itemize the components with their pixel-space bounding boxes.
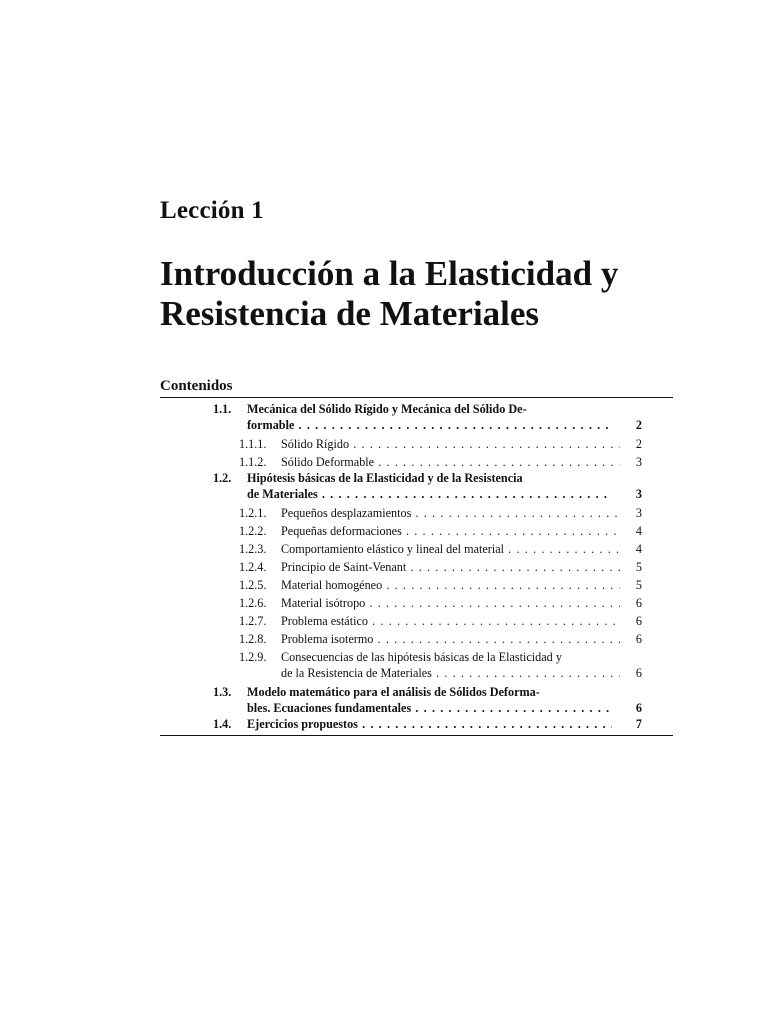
toc-entry-page-number: 6 xyxy=(635,632,642,646)
toc-entry-title-line-1: Mecánica del Sólido Rígido y Mecánica del Sólido De- xyxy=(247,402,527,416)
toc-entry-number: 1.2.7. xyxy=(239,614,267,628)
toc-entry-page-number: 5 xyxy=(635,578,642,592)
toc-entry-page-number: 3 xyxy=(635,455,642,469)
toc-entry-title-line-1: Hipótesis básicas de la Elasticidad y de la Resistencia xyxy=(247,471,523,485)
dot-leader xyxy=(294,418,612,432)
toc-entry-title-line-2-wrap xyxy=(247,417,612,433)
dot-leader xyxy=(432,666,620,680)
toc-entry-title-wrap xyxy=(281,559,620,575)
toc-entry-page-number: 6 xyxy=(635,666,642,680)
toc-entry-title-line-2: de la Resistencia de Materiales xyxy=(281,666,432,680)
toc-entry-number: 1.2.8. xyxy=(239,632,267,646)
toc-entry-number: 1.2.5. xyxy=(239,578,267,592)
toc-entry-title-line-1: Modelo matemático para el análisis de Sólidos Deforma- xyxy=(247,685,540,699)
chapter-title xyxy=(160,254,680,334)
dot-leader xyxy=(368,614,620,628)
toc-entry-title-wrap xyxy=(281,577,620,593)
dot-leader xyxy=(318,487,612,501)
toc-entry-page-number: 6 xyxy=(635,701,642,715)
chapter-title-line-2: Resistencia de Materiales xyxy=(160,294,540,333)
toc-entry-title: Pequeños desplazamientos xyxy=(281,506,412,520)
toc-entry-page-number: 2 xyxy=(635,418,642,432)
toc-entry-title-wrap xyxy=(281,613,620,629)
toc-entry-number: 1.2.1. xyxy=(239,506,267,520)
toc-entry-page-number: 6 xyxy=(635,596,642,610)
toc-entry-number: 1.1.2. xyxy=(239,455,267,469)
toc-entry-title-wrap xyxy=(281,523,620,539)
dot-leader xyxy=(349,437,620,451)
toc-entry-number: 1.2.2. xyxy=(239,524,267,538)
toc-entry-number: 1.2.9. xyxy=(239,650,267,664)
toc-entry-title-wrap xyxy=(247,716,612,732)
toc-entry-title: Sólido Deformable xyxy=(281,455,375,469)
dot-leader xyxy=(411,506,620,520)
toc-entry-page-number: 4 xyxy=(635,524,642,538)
dot-leader xyxy=(382,578,620,592)
toc-entry-title-line-2: de Materiales xyxy=(247,487,318,501)
toc-entry-number: 1.2. xyxy=(213,471,232,485)
toc-entry-number: 1.2.4. xyxy=(239,560,267,574)
toc-entry-page-number: 4 xyxy=(635,542,642,556)
dot-leader xyxy=(406,560,620,574)
toc-entry-number: 1.2.6. xyxy=(239,596,267,610)
toc-entry-title-line-2-wrap xyxy=(247,700,612,716)
toc-entry-title: Problema isotermo xyxy=(281,632,374,646)
toc-entry-page-number: 6 xyxy=(635,614,642,628)
toc-entry-number: 1.4. xyxy=(213,717,232,731)
toc-entry-title-wrap xyxy=(281,436,620,452)
chapter-title-line-1: Introducción a la Elasticidad y xyxy=(160,254,619,293)
toc-entry-title-wrap xyxy=(281,541,620,557)
toc-entry-title: Problema estático xyxy=(281,614,368,628)
toc-entry-title-line-2-wrap xyxy=(281,665,620,681)
toc-entry-page-number: 3 xyxy=(635,506,642,520)
toc-entry-title-line-2: bles. Ecuaciones fundamentales xyxy=(247,701,412,715)
dot-leader xyxy=(374,455,620,469)
contents-bottom-rule xyxy=(160,735,673,736)
toc-entry-title-wrap xyxy=(281,505,620,521)
toc-entry-title: Comportamiento elástico y lineal del material xyxy=(281,542,505,556)
toc-entry-title-line-2-wrap xyxy=(247,486,612,502)
dot-leader xyxy=(402,524,620,538)
toc-entry-title: Principio de Saint-Venant xyxy=(281,560,407,574)
dot-leader xyxy=(373,632,620,646)
contents-heading: Contenidos xyxy=(160,378,233,394)
toc-entry-page-number: 2 xyxy=(635,437,642,451)
toc-entry-title-line-1: Consecuencias de las hipótesis básicas de la Elasticidad y xyxy=(281,650,562,664)
dot-leader xyxy=(365,596,620,610)
toc-entry-title: Material isótropo xyxy=(281,596,366,610)
toc-entry-title-wrap xyxy=(281,631,620,647)
toc-entry-page-number: 5 xyxy=(635,560,642,574)
toc-entry-title: Sólido Rígido xyxy=(281,437,350,451)
dot-leader xyxy=(411,701,612,715)
toc-entry-title-wrap xyxy=(281,595,620,611)
toc-entry-title: Ejercicios propuestos xyxy=(247,717,358,731)
toc-entry-title: Material homogéneo xyxy=(281,578,383,592)
toc-entry-title-line-2: formable xyxy=(247,418,295,432)
toc-entry-number: 1.2.3. xyxy=(239,542,267,556)
toc-entry-number: 1.1. xyxy=(213,402,232,416)
toc-entry-number: 1.1.1. xyxy=(239,437,267,451)
toc-entry-number: 1.3. xyxy=(213,685,232,699)
lesson-label: Lección 1 xyxy=(160,197,264,224)
toc-entry-page-number: 3 xyxy=(635,487,642,501)
toc-entry-title-wrap xyxy=(281,454,620,470)
dot-leader xyxy=(504,542,620,556)
toc-entry-page-number: 7 xyxy=(635,717,642,731)
dot-leader xyxy=(358,717,612,731)
contents-top-rule xyxy=(160,397,673,398)
toc-entry-title: Pequeñas deformaciones xyxy=(281,524,402,538)
